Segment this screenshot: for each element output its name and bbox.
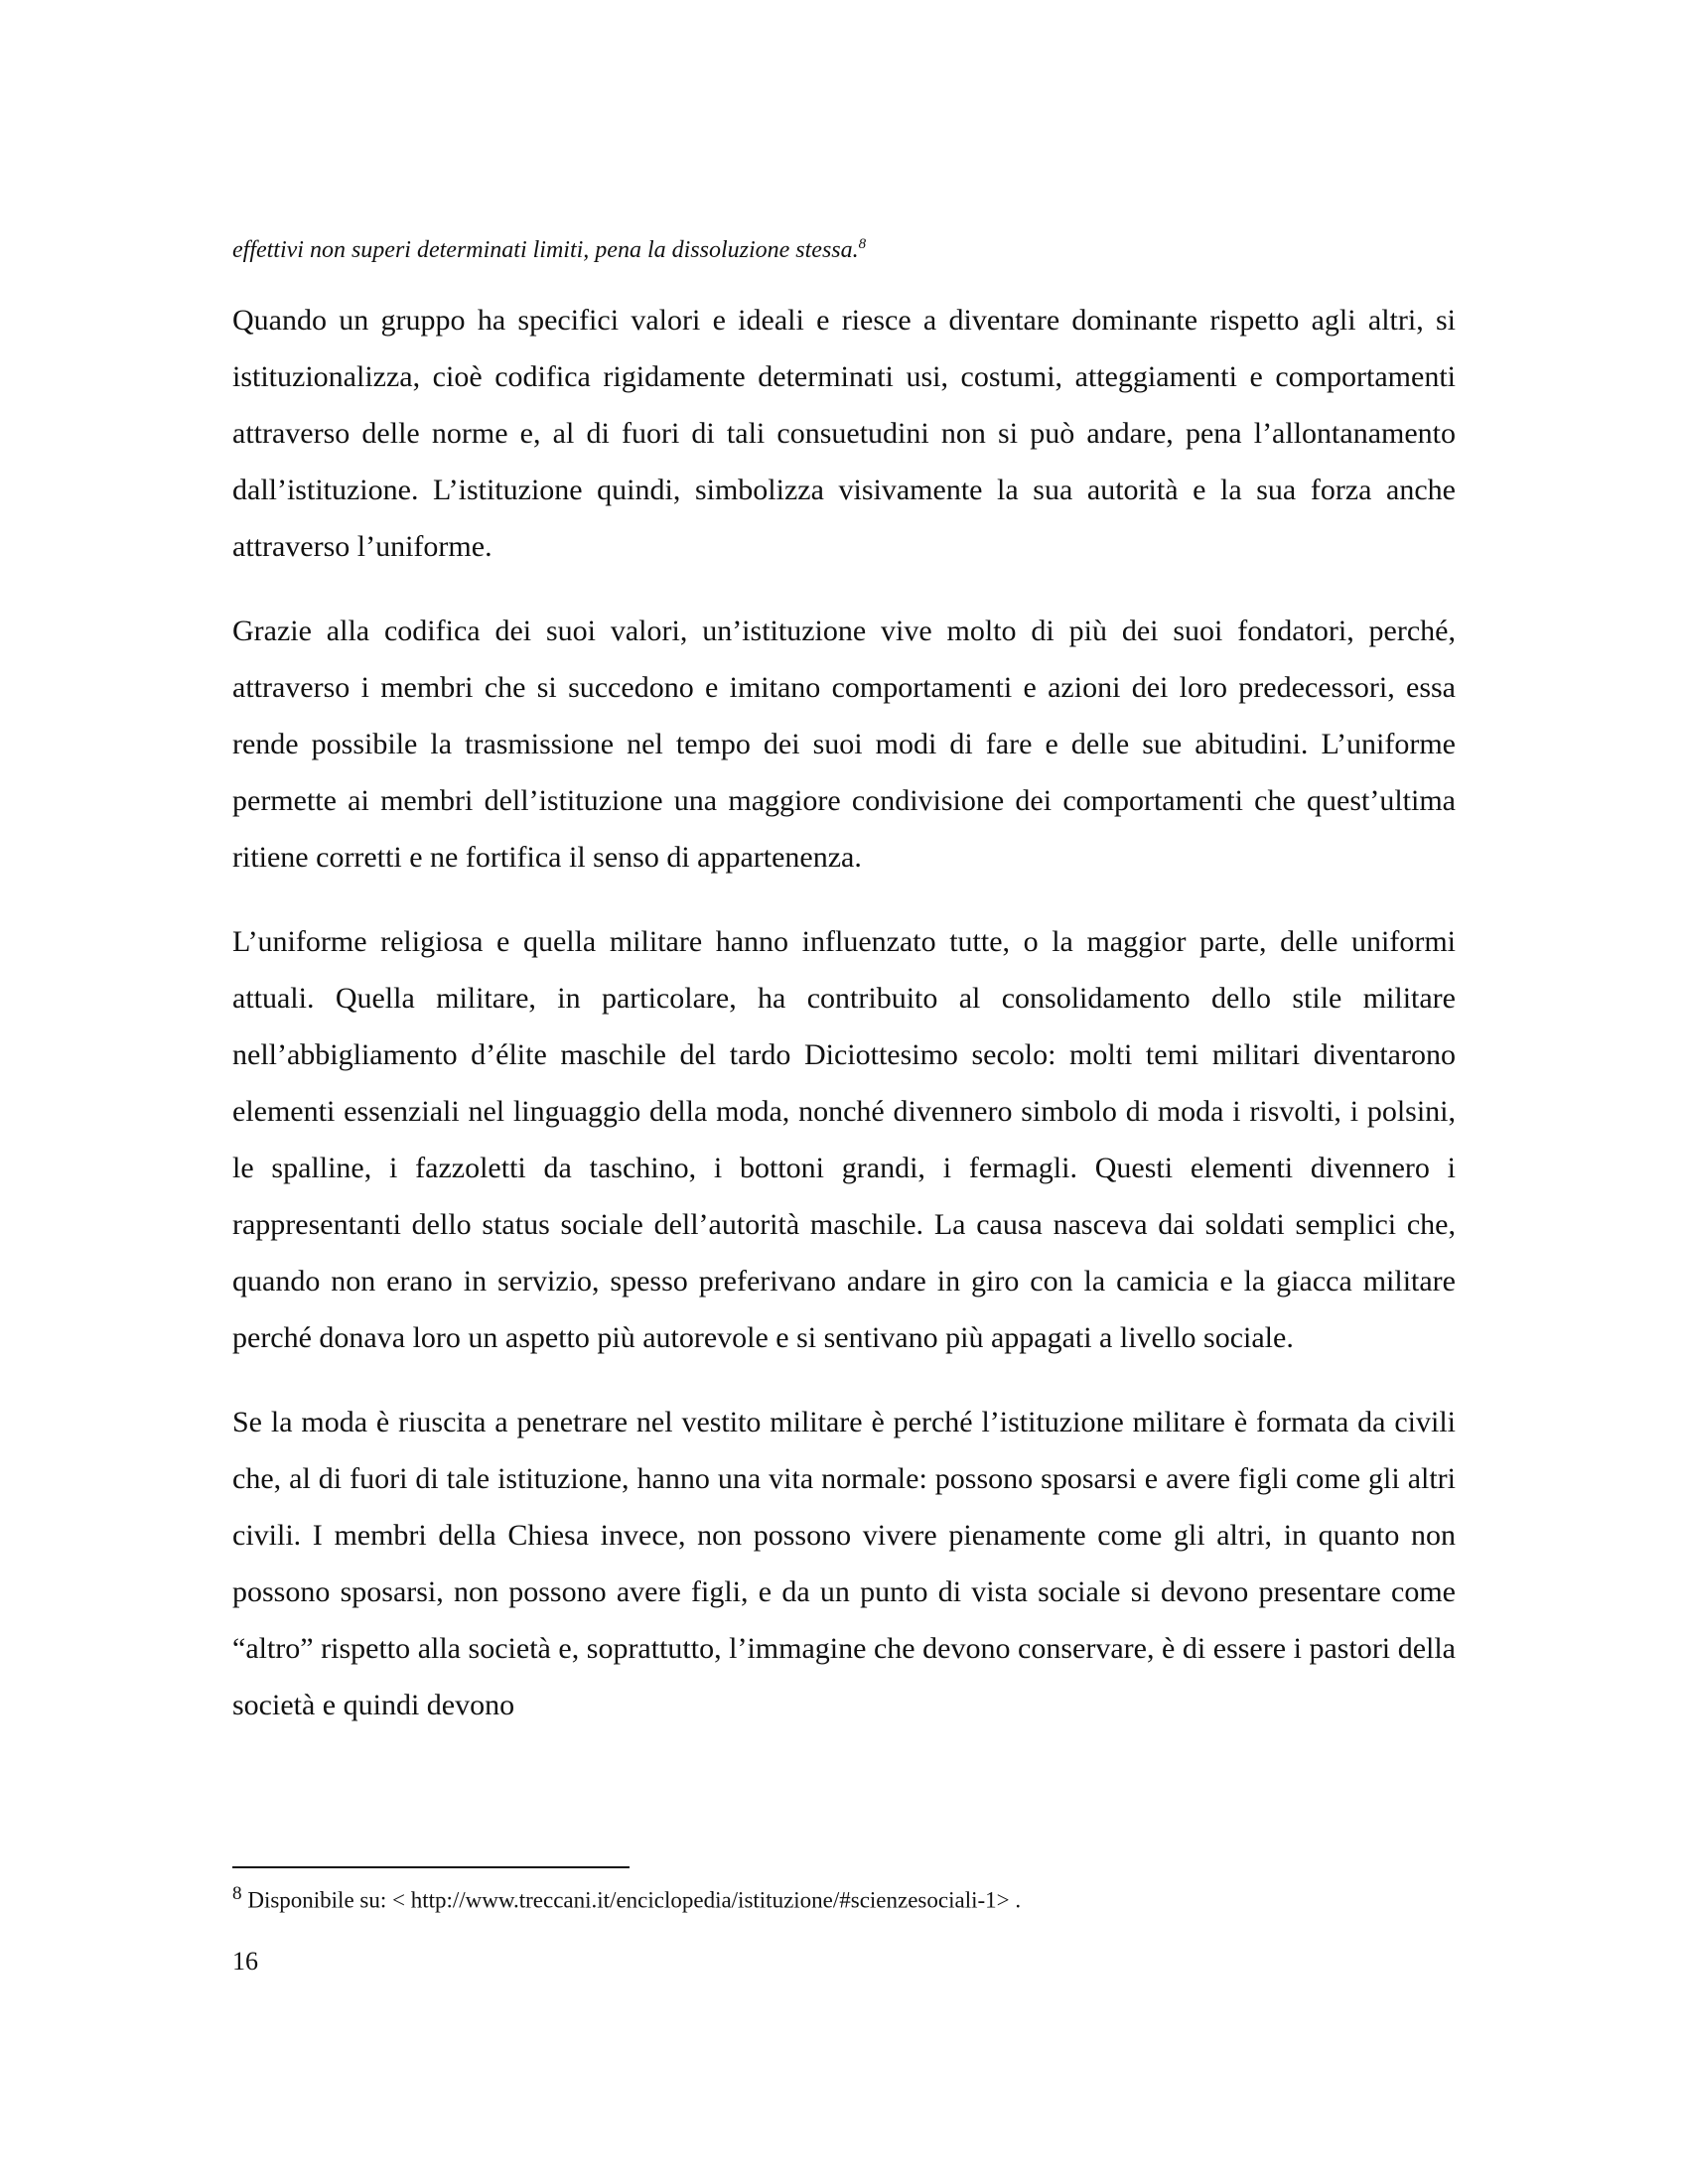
body-text <box>232 230 1456 1761</box>
quote-continuation <box>232 230 1456 270</box>
page-number: 16 <box>232 1947 258 1976</box>
paragraph-4: Se la moda è riuscita a penetrare nel vestito militare è perché l’istituzione militare è formata da civili che, al di fuori di tale istituzione, hanno una vita normale: possono sposarsi e avere figli come gli altri civili. I membri della Chiesa invece, non possono vivere pienamente come gli altri, in quanto non possono sposarsi, non possono avere figli, e da un punto di vista sociale si devono presentare come “altro” rispetto alla società e, soprattutto, l’immagine che devono conservare, è di essere i pastori della società e quindi devono <box>232 1406 1456 1721</box>
footnote-separator <box>232 1866 630 1868</box>
paragraph-3: L’uniforme religiosa e quella militare hanno influenzato tutte, o la maggior parte, delle uniformi attuali. Quella militare, in particolare, ha contribuito al consolidamento dello stile militare nell’abbigliamento d’élite maschile del tardo Diciottesimo secolo: molti temi militari diventarono elementi essenziali nel linguaggio della moda, nonché divennero simbolo di moda i risvolti, i polsini, le spalline, i fazzoletti da taschino, i bottoni grandi, i fermagli. Questi elementi divennero i rappresentanti dello status sociale dell’autorità maschile. La causa nasceva dai soldati semplici che, quando non erano in servizio, spesso preferivano andare in giro con la camicia e la giacca militare perché donava loro un aspetto più autorevole e si sentivano più appagati a livello sociale. <box>232 925 1456 1354</box>
paragraph-2: Grazie alla codifica dei suoi valori, un’istituzione vive molto di più dei suoi fondatori, perché, attraverso i membri che si succedono e imitano comportamenti e azioni dei loro predecessori, essa rende possibile la trasmissione nel tempo dei suoi modi di fare e delle sue abitudini. L’uniforme permette ai membri dell’istituzione una maggiore condivisione dei comportamenti che quest’ultima ritiene corretti e ne fortifica il senso di appartenenza. <box>232 614 1456 874</box>
quote-text: effettivi non superi determinati limiti, pena la dissoluzione stessa. <box>232 237 859 263</box>
footnote-text: Disponibile su: < http://www.treccani.it/enciclopedia/istituzione/#scienzesociali-1> . <box>247 1887 1022 1913</box>
footnote-reference[interactable]: 8 <box>858 236 867 252</box>
paragraph-1: Quando un gruppo ha specifici valori e ideali e riesce a diventare dominante rispetto agli altri, si istituzionalizza, cioè codifica rigidamente determinati usi, costumi, atteggiamenti e comportamenti attraverso delle norme e, al di fuori di tali consuetudini non si può andare, pena l’allontanamento dall’istituzione. L’istituzione quindi, simbolizza visivamente la sua autorità e la sua forza anche attraverso l’uniforme. <box>232 304 1456 563</box>
footnote-number: 8 <box>232 1883 242 1904</box>
footnote <box>232 1874 1456 1921</box>
